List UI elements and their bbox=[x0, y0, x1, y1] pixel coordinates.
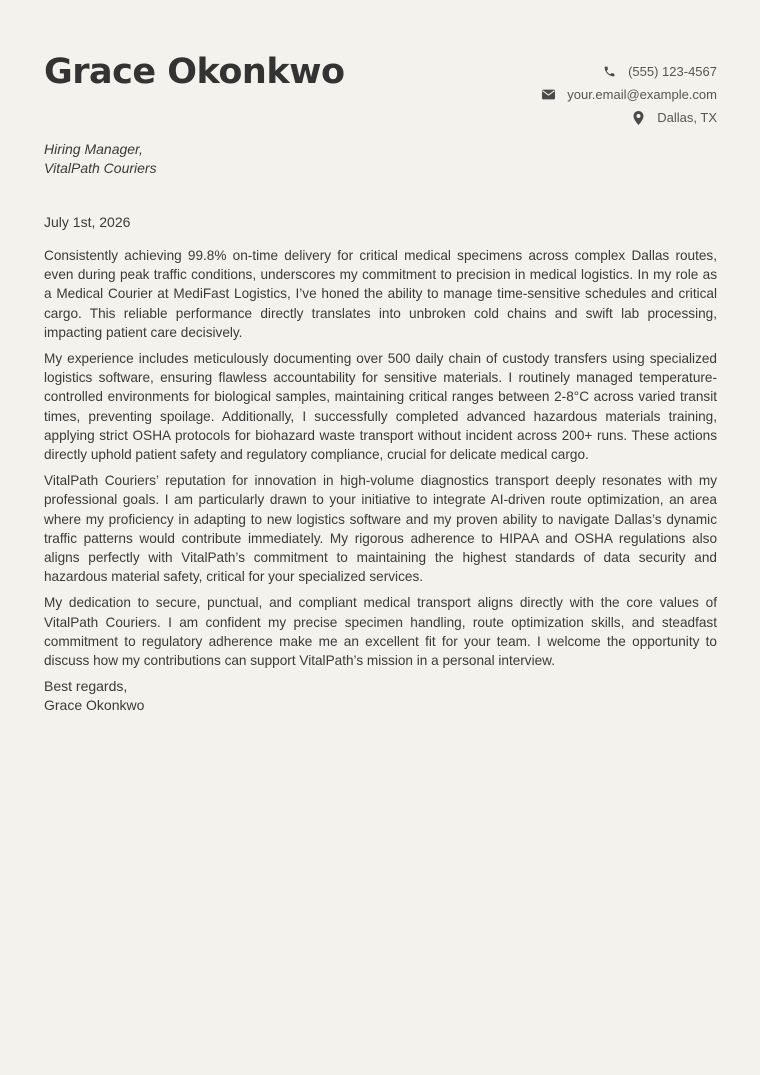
paragraph-4: My dedication to secure, punctual, and compliant medical transport aligns directly with the core values of VitalPath Couriers. I am confident my precise specimen handling, route optimization skills, and steadfast commitment to regulatory adherence make me an excellent fit for your team. I welcome the opportunity to discuss how my contributions can support VitalPath’s mission in a personal interview. bbox=[44, 595, 717, 669]
contact-info bbox=[541, 60, 717, 129]
contact-location bbox=[541, 106, 717, 129]
paragraph-1: Consistently achieving 99.8% on-time delivery for critical medical specimens across complex Dallas routes, even during peak traffic conditions, underscores my commitment to precision in medical logistics. In my role as a Medical Courier at MediFast Logistics, I’ve honed the ability to manage time-sensitive schedules and critical cargo. This reliable performance directly translates into unbroken cold chains and swift lab processing, impacting patient care decisively. bbox=[44, 248, 717, 340]
closing-signature: Grace Okonkwo bbox=[44, 697, 145, 714]
envelope-icon bbox=[541, 88, 555, 102]
applicant-name: Grace Okonkwo bbox=[44, 52, 345, 92]
contact-email bbox=[541, 83, 717, 106]
paragraph-3: VitalPath Couriers’ reputation for innovation in high-volume diagnostics transport deeply resonates with my professional goals. I am particularly drawn to your initiative to integrate AI-driven route optimization, an area where my proficiency in adapting to new logistics software and my proven ability to navigate Dallas’s dynamic traffic patterns would contribute immediately. My rigorous adherence to HIPAA and OSHA regulations also aligns perfectly with VitalPath’s commitment to maintaining the highest standards of data security and hazardous material safety, critical for your specialized services. bbox=[44, 473, 717, 585]
phone-text: (555) 123-4567 bbox=[628, 64, 717, 79]
phone-icon bbox=[602, 65, 616, 79]
paragraph-2: My experience includes meticulously documenting over 500 daily chain of custody transfers using specialized logistics software, ensuring flawless accountability for sensitive materials. I routinely managed temperature-controlled environments for biological samples, maintaining critical ranges between 2-8°C across varied transit times, preventing spoilage. Additionally, I successfully completed advanced hazardous materials training, applying strict OSHA protocols for biohazard waste transport without incident across 200+ runs. These actions directly uphold patient safety and regulatory compliance, crucial for delicate medical cargo. bbox=[44, 351, 717, 463]
letter-body bbox=[44, 246, 717, 670]
recipient-title: Hiring Manager, bbox=[44, 141, 143, 157]
recipient-company: VitalPath Couriers bbox=[44, 160, 157, 176]
letter-closing bbox=[44, 677, 717, 715]
contact-phone bbox=[541, 60, 717, 83]
closing-salutation: Best regards, bbox=[44, 678, 128, 695]
recipient-block bbox=[44, 140, 717, 178]
map-pin-icon bbox=[631, 111, 645, 125]
letter-date: July 1st, 2026 bbox=[44, 214, 131, 230]
letter-header bbox=[44, 48, 717, 130]
email-text: your.email@example.com bbox=[567, 87, 717, 102]
cover-letter bbox=[44, 48, 717, 715]
location-text: Dallas, TX bbox=[657, 110, 717, 125]
